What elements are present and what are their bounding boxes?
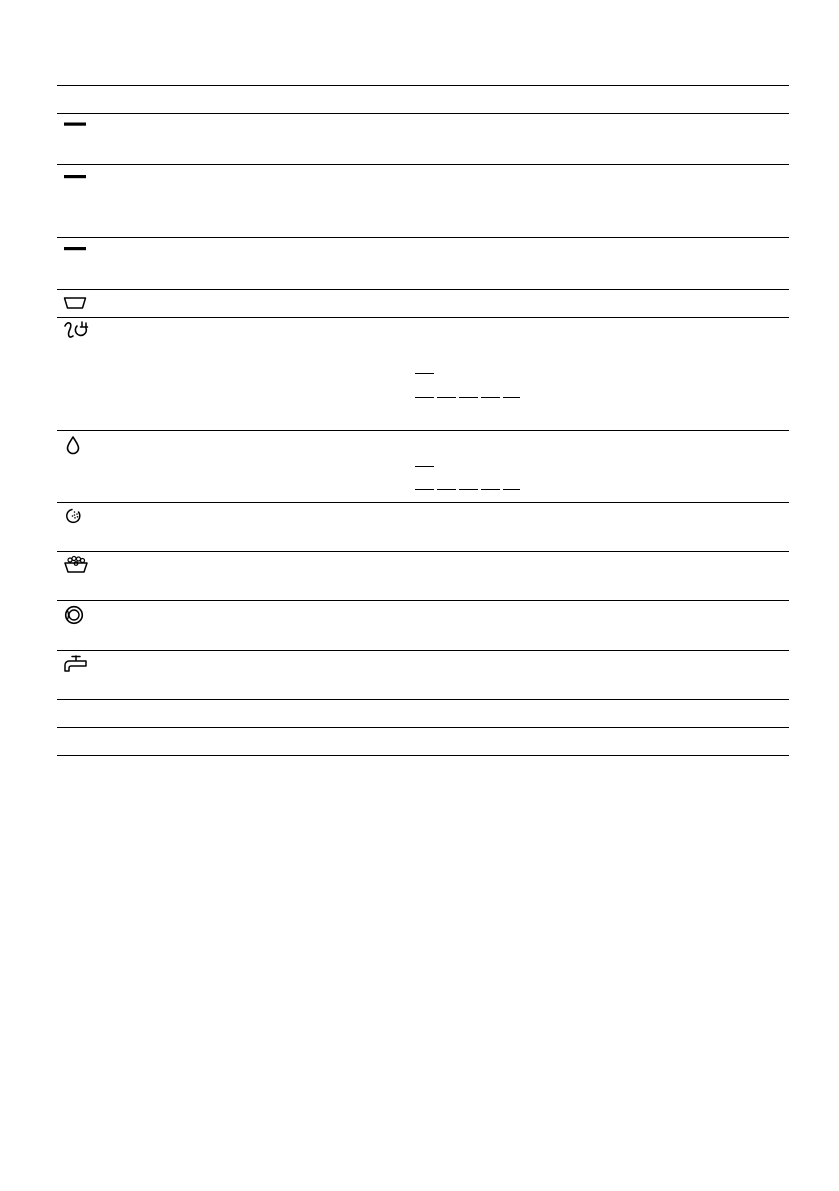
table-top-rule bbox=[57, 85, 789, 86]
placeholder-field bbox=[415, 489, 434, 490]
table-row bbox=[57, 552, 789, 600]
placeholder-field bbox=[481, 397, 500, 398]
placeholder-field bbox=[415, 373, 434, 374]
placeholder-field bbox=[503, 397, 520, 398]
water-tap-icon bbox=[63, 654, 85, 672]
table-row bbox=[57, 318, 789, 430]
placeholder-field bbox=[459, 489, 478, 490]
table-row bbox=[57, 238, 789, 289]
bar-icon bbox=[63, 244, 85, 262]
drum-icon bbox=[63, 604, 85, 622]
placeholder-field bbox=[415, 397, 434, 398]
table-row bbox=[57, 290, 789, 317]
eco-plug-icon bbox=[63, 320, 85, 338]
placeholder-field bbox=[437, 489, 456, 490]
placeholder-field bbox=[503, 489, 520, 490]
prewash-basin-icon bbox=[63, 555, 85, 573]
bar-icon bbox=[63, 171, 85, 189]
placeholder-field bbox=[459, 397, 478, 398]
table-row bbox=[57, 114, 789, 164]
bar-icon bbox=[63, 120, 85, 138]
table-row bbox=[57, 165, 789, 237]
placeholder-field bbox=[437, 397, 456, 398]
dotted-clock-icon bbox=[63, 506, 85, 524]
table-row bbox=[57, 700, 789, 727]
water-drop-icon bbox=[63, 435, 85, 453]
table-row bbox=[57, 431, 789, 502]
placeholder-field bbox=[481, 489, 500, 490]
table-row bbox=[57, 651, 789, 699]
placeholder-field bbox=[415, 466, 434, 467]
table-row bbox=[57, 728, 789, 755]
table-bottom-rule bbox=[57, 755, 789, 756]
table-row bbox=[57, 601, 789, 650]
table-row bbox=[57, 503, 789, 551]
basin-icon bbox=[63, 295, 85, 313]
